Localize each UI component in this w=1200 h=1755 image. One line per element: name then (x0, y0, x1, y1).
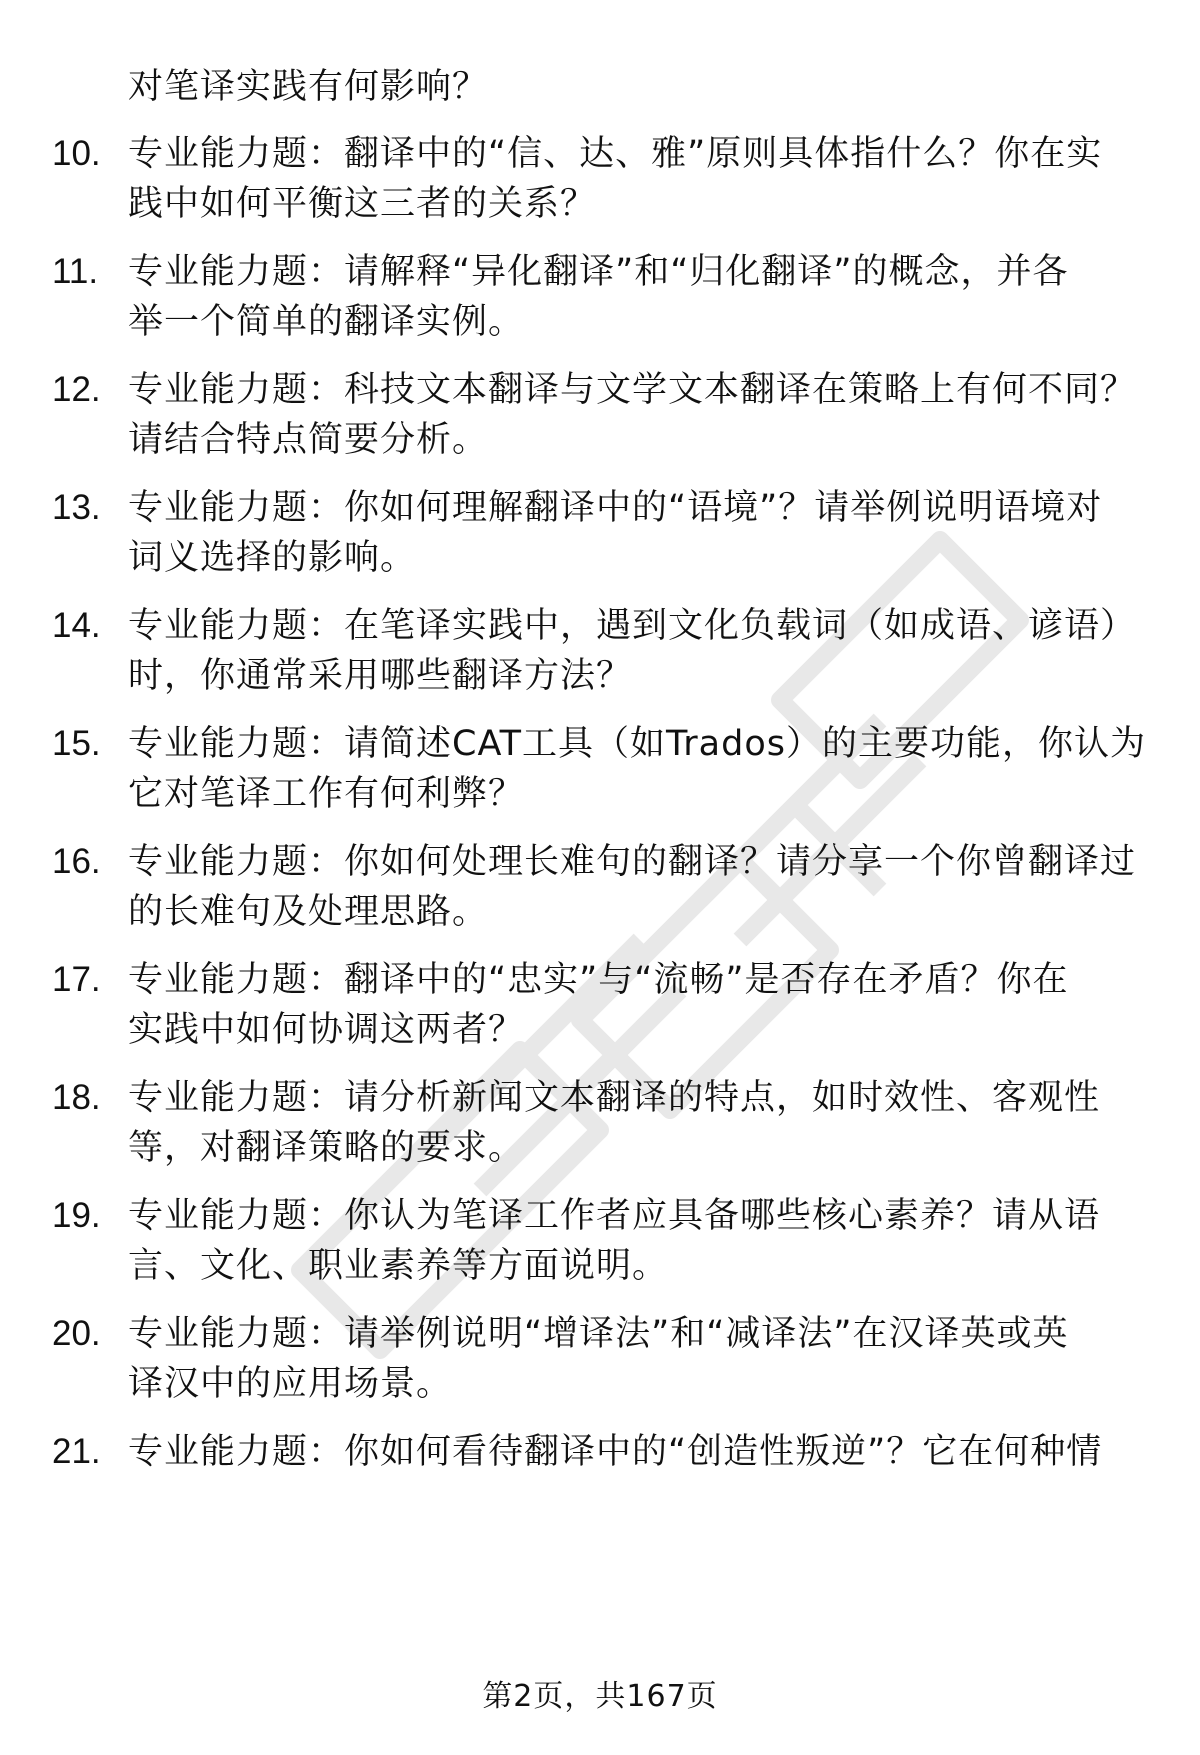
question-text (128, 1427, 1148, 1477)
page-footer: 第2页，共167页 (482, 1679, 718, 1714)
question-text-line: 时，你通常采用哪些翻译方法？ (128, 656, 633, 696)
question-text-line: 举一个简单的翻译实例。 (128, 302, 525, 342)
question-number: 16. (52, 842, 101, 881)
question-text-line: 专业能力题：翻译中的“忠实”与“流畅”是否存在矛盾？你在 (128, 960, 1069, 1000)
question-number: 17. (52, 960, 101, 999)
question-number: 12. (52, 370, 101, 409)
question-text-line: 实践中如何协调这两者？ (128, 1010, 525, 1050)
question-text-line: 践中如何平衡这三者的关系？ (128, 184, 597, 224)
question-text-line: 的长难句及处理思路。 (128, 892, 489, 932)
question-text (128, 365, 1148, 465)
question-text-line: 译汉中的应用场景。 (128, 1364, 453, 1404)
question-number: 11. (52, 252, 99, 291)
question-text-line: 词义选择的影响。 (128, 538, 417, 578)
question-number: 21. (52, 1432, 101, 1471)
question-text-line: 专业能力题：你认为笔译工作者应具备哪些核心素养？请从语 (128, 1196, 1101, 1236)
question-text-line: 专业能力题：你如何处理长难句的翻译？请分享一个你曾翻译过 (128, 842, 1137, 882)
question-number: 19. (52, 1196, 101, 1235)
question-text (128, 601, 1148, 701)
question-text (128, 247, 1148, 347)
question-text-line: 专业能力题：请简述CAT工具（如Trados）的主要功能，你认为 (128, 724, 1146, 764)
continuation-text: 对笔译实践有何影响？ (128, 67, 489, 107)
question-text (128, 483, 1148, 583)
question-number: 15. (52, 724, 101, 763)
question-text (128, 719, 1148, 819)
question-text-line: 专业能力题：你如何理解翻译中的“语境”？请举例说明语境对 (128, 488, 1103, 528)
question-number: 18. (52, 1078, 101, 1117)
question-number: 14. (52, 606, 101, 645)
question-text-line: 专业能力题：在笔译实践中，遇到文化负载词（如成语、谚语） (128, 606, 1137, 646)
question-text-line: 等，对翻译策略的要求。 (128, 1128, 525, 1168)
question-text-line: 言、文化、职业素养等方面说明。 (128, 1246, 669, 1286)
question-text-line: 专业能力题：请举例说明“增译法”和“减译法”在汉译英或英 (128, 1314, 1069, 1354)
question-number: 20. (52, 1314, 101, 1353)
question-text-line: 请结合特点简要分析。 (128, 420, 489, 460)
question-text (128, 1191, 1148, 1291)
question-text (128, 129, 1148, 229)
question-number: 10. (52, 134, 101, 173)
question-text (128, 1309, 1148, 1409)
question-text (128, 837, 1148, 937)
question-text-line: 专业能力题：请分析新闻文本翻译的特点，如时效性、客观性 (128, 1078, 1101, 1118)
question-text-line: 专业能力题：翻译中的“信、达、雅”原则具体指什么？你在实 (128, 134, 1103, 174)
question-text-line: 它对笔译工作有何利弊？ (128, 774, 525, 814)
question-text (128, 955, 1148, 1055)
question-text-line: 专业能力题：请解释“异化翻译”和“归化翻译”的概念，并各 (128, 252, 1069, 292)
question-text-line: 专业能力题：科技文本翻译与文学文本翻译在策略上有何不同？ (128, 370, 1137, 410)
question-number: 13. (52, 488, 101, 527)
question-text-line: 专业能力题：你如何看待翻译中的“创造性叛逆”？它在何种情 (128, 1432, 1103, 1472)
question-text (128, 1073, 1148, 1173)
